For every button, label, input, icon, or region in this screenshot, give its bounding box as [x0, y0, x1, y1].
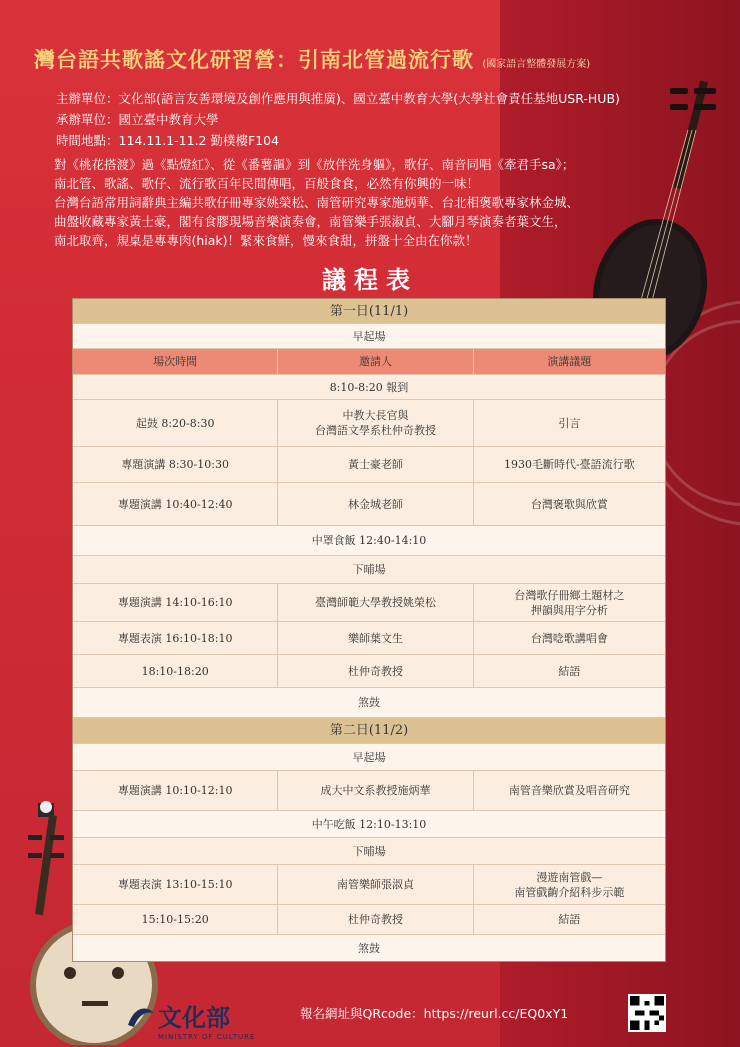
session-time: 專題演講 10:10-12:10: [73, 771, 278, 810]
table-row: [73, 771, 665, 811]
session-time: 專題表演 13:10-15:10: [73, 865, 278, 904]
day2-header: 第二日(11/2): [73, 718, 665, 743]
session-speaker: 林金城老師: [278, 483, 473, 525]
intro-line: 對《桃花搭渡》過《點燈紅》、從《番薯謳》到《放伴洗身軀》，歌仔、南音同唱《牽君手sa》；: [54, 157, 575, 172]
session-time: 專題演講 8:30-10:30: [73, 447, 278, 482]
title-main: 灣台語共歌謠文化研習營：引南北管過流行歌: [34, 47, 474, 72]
session-speaker: 杜仲奇教授: [278, 905, 473, 934]
intro-line: 南北管、歌謠、歌仔、流行歌百年民間傳唱，百般食食，必然有你興的一味！: [54, 176, 480, 191]
session-topic: 1930毛斷時代-臺語流行歌: [503, 458, 635, 471]
session-topic: 漫遊南管戲— 南管戲齣介紹科步示範: [514, 870, 625, 899]
col-header-speaker: 邀請人: [278, 349, 473, 374]
session-time: 專題演講 10:40-12:40: [73, 483, 278, 525]
coorganizer-line: 承辦單位：國立臺中教育大學: [56, 112, 219, 127]
session-topic: 南管音樂欣賞及唱音研究: [508, 784, 630, 797]
morning-label: 早起場: [73, 324, 665, 348]
day1-header: 第一日(11/1): [73, 299, 665, 323]
intro-line: 南北取齊，規桌是專專肉(hiak)！緊來食鮮，慢來食甜，拼盤十全由在你款！: [54, 233, 478, 248]
agenda-table: [72, 298, 666, 962]
session-topic: 台灣歌仔冊鄉土題材之 押韻與用字分析: [514, 588, 625, 617]
session-topic: 結語: [558, 664, 581, 678]
organizer-line: 主辦單位：文化部(語言友善環境及創作應用與推廣)、國立臺中教育大學(大學社會責任基地USR-HUB): [56, 91, 620, 106]
table-row: [73, 655, 665, 688]
table-row: [73, 905, 665, 935]
afternoon-label: 下晡場: [73, 838, 665, 864]
checkin-row: 8:10-8:20 報到: [73, 375, 665, 399]
session-topic: 結語: [558, 913, 581, 926]
col-header-topic: 演講議題: [547, 355, 592, 368]
table-row: [73, 584, 665, 622]
qr-code[interactable]: [628, 994, 666, 1032]
lunch-row: 中罩食飯 12:40-14:10: [73, 526, 665, 555]
table-row: [73, 483, 665, 526]
agenda-title: 議程表: [322, 265, 418, 294]
session-time: 專題演講 14:10-16:10: [73, 584, 278, 621]
session-time: 18:10-18:20: [73, 655, 278, 687]
session-time: 專題表演 16:10-18:10: [73, 622, 278, 654]
table-row: [73, 865, 665, 905]
session-speaker: 南管樂師張淑貞: [278, 865, 473, 904]
col-header-time: 場次時間: [73, 349, 278, 374]
session-topic: 台灣唸歌講唱會: [530, 631, 608, 645]
intro-paragraph: [54, 155, 674, 250]
afternoon-label: 下晡場: [73, 556, 665, 583]
session-speaker: 中教大長官與 台灣語文學系杜仲奇教授: [278, 400, 473, 446]
end-row: 煞鼓: [73, 688, 665, 717]
lunch-row: 中午吃飯 12:10-13:10: [73, 811, 665, 837]
session-topic: 引言: [558, 416, 581, 430]
end-row: 煞鼓: [73, 935, 665, 961]
ministry-logo: [126, 998, 255, 1041]
session-speaker: 杜仲奇教授: [278, 655, 473, 687]
session-time: 起鼓 8:20-8:30: [73, 400, 278, 446]
table-row: [73, 400, 665, 447]
session-speaker: 臺灣師範大學教授姚榮松: [278, 584, 473, 621]
logo-text: 文化部: [158, 1003, 230, 1032]
table-row: [73, 447, 665, 483]
table-row: [73, 622, 665, 655]
session-speaker: 樂師葉文生: [278, 622, 473, 654]
intro-line: 曲盤收藏專家黃士豪，閣有食膠現場音樂演奏會，南管樂手張淑貞、大腳月琴演奏者葉文生，: [54, 214, 567, 229]
logo-english: MINISTRY OF CULTURE: [158, 1033, 256, 1041]
session-speaker: 成大中文系教授施炳華: [278, 771, 473, 810]
morning-label: 早起場: [73, 744, 665, 770]
session-speaker: 黃士豪老師: [278, 447, 473, 482]
intro-line: 台灣台語常用詞辭典主編共歌仔冊專家姚榮松、南管研究專家施炳華、台北相褒歌專家林金城、: [54, 195, 580, 210]
session-topic: 台灣褒歌與欣賞: [530, 497, 608, 511]
qr-code-icon: [630, 996, 664, 1030]
session-time: 15:10-15:20: [73, 905, 278, 934]
time-location-line: 時間地點：114.11.1-11.2 勤樸樓F104: [56, 133, 280, 148]
register-info[interactable]: 報名網址與QRcode：https://reurl.cc/EQ0xY1: [300, 1006, 569, 1021]
ministry-emblem-icon: [126, 1003, 156, 1029]
poster-title: [34, 44, 734, 74]
title-sub: (國家語言整體發展方案): [482, 59, 591, 70]
